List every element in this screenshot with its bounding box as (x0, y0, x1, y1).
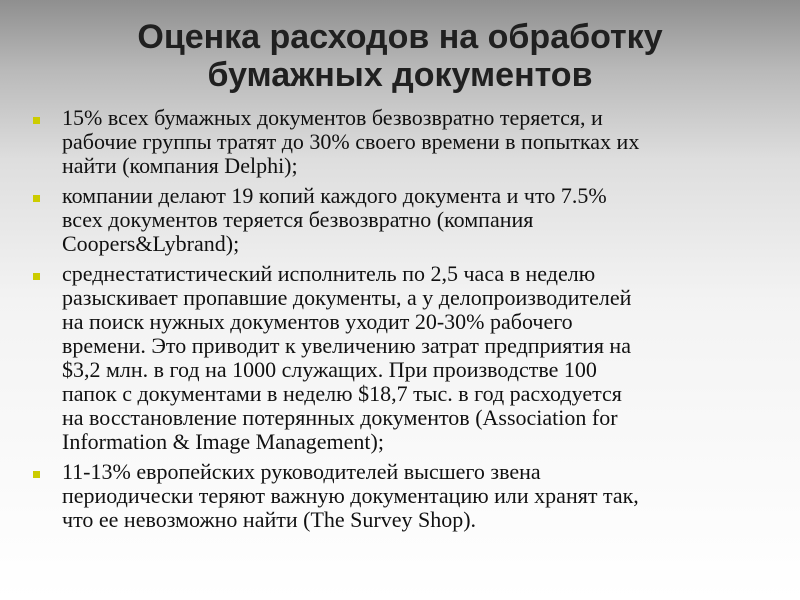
bullet-list (20, 106, 760, 538)
square-bullet-icon (33, 273, 40, 280)
slide-title-line-1: Оценка расходов на обработку (137, 18, 663, 56)
bullet-text-2: компании делают 19 копий каждого документа и что 7.5% всех документов теряется безвозвратно (компания Coopers&Lybrand); (62, 183, 607, 256)
bullet-text-3: среднестатистический исполнитель по 2,5 часа в неделю разыскивает пропавшие документы, а у делопроизводителей на поиск нужных документов уходит 20-30% рабочего времени. Это приводит к увеличению затрат предприятия на $3,2 млн. в год на 1000 служащих. При производстве 100 папок с документами в неделю $18,7 тыс. в год расходуется на восстановление потерянных документов (Association for Information & Image Management); (62, 261, 632, 454)
square-bullet-icon (33, 117, 40, 124)
square-bullet-icon (33, 195, 40, 202)
slide-title (60, 18, 740, 94)
bullet-item-2 (20, 184, 760, 256)
slide-title-line-2: бумажных документов (207, 56, 593, 94)
bullet-item-4 (20, 460, 760, 532)
bullet-text-4: 11-13% европейских руководителей высшего звена периодически теряют важную документацию или хранят так, что ее невозможно найти (The Survey Shop). (62, 459, 639, 532)
square-bullet-icon (33, 471, 40, 478)
bullet-item-1 (20, 106, 760, 178)
bullet-text-1: 15% всех бумажных документов безвозвратно теряется, и рабочие группы тратят до 30% своего времени в попытках их найти (компания Delphi); (62, 105, 640, 178)
bullet-item-3 (20, 262, 760, 454)
